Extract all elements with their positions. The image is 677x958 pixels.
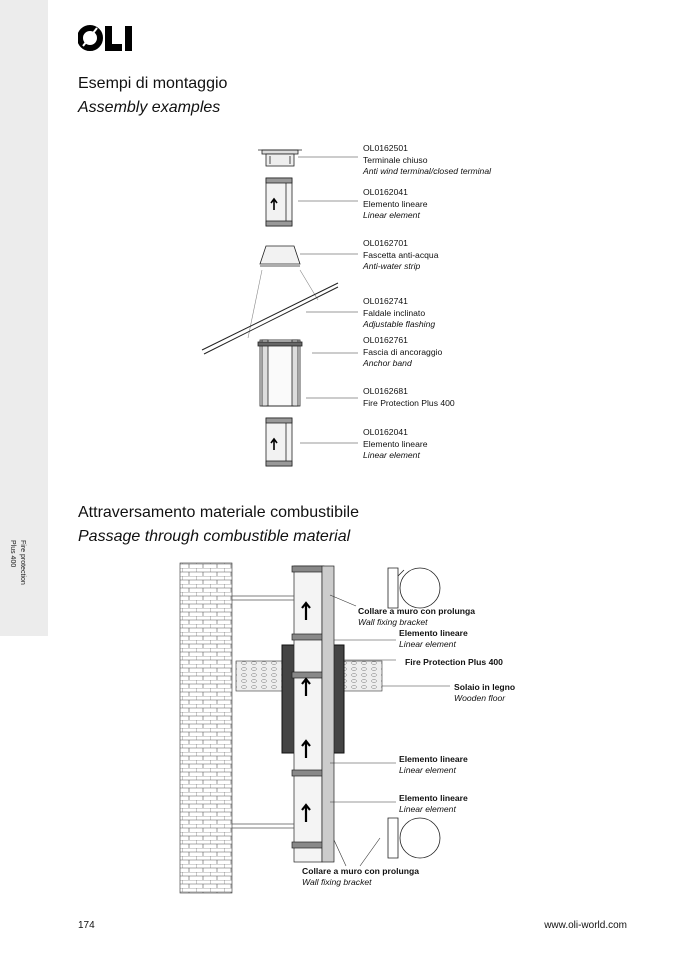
label-wall-bracket-top: Collare a muro con prolunga Wall fixing bracket bbox=[358, 606, 475, 627]
label-terminal-cap: OL0162501 Terminale chiuso Anti wind terminal/closed terminal bbox=[363, 143, 492, 176]
label-linear-element-3: Elemento lineare Linear element bbox=[399, 628, 468, 649]
label-linear-element-1: OL0162041 Elemento lineare Linear element bbox=[363, 187, 428, 220]
section1-title-it: Esempi di montaggio bbox=[78, 75, 228, 92]
label-fire-protection: OL0162681 Fire Protection Plus 400 bbox=[363, 386, 455, 408]
label-anchor-band: OL0162761 Fascia di ancoraggio Anchor band bbox=[363, 335, 443, 368]
section1-title-en: Assembly examples bbox=[78, 99, 221, 116]
side-tab-line2: Plus 400 bbox=[9, 540, 16, 568]
label-linear-element-4: Elemento lineare Linear element bbox=[399, 754, 468, 775]
label-anti-water-strip: OL0162701 Fascetta anti-acqua Anti-water strip bbox=[363, 238, 439, 271]
page-number: 174 bbox=[78, 920, 95, 931]
label-wooden-floor: Solaio in legno Wooden floor bbox=[454, 682, 516, 703]
website-link[interactable]: www.oli-world.com bbox=[544, 920, 627, 931]
label-linear-element-5: Elemento lineare Linear element bbox=[399, 793, 468, 814]
label-flashing: OL0162741 Faldale inclinato Adjustable flashing bbox=[363, 296, 436, 329]
brick-wall bbox=[180, 563, 232, 893]
section2-title-it: Attraversamento materiale combustibile bbox=[78, 504, 360, 521]
label-linear-element-2: OL0162041 Elemento lineare Linear element bbox=[363, 427, 428, 460]
side-tab-line1: Fire protection bbox=[19, 540, 26, 585]
chimney-pipe bbox=[292, 566, 334, 862]
bracket-detail-top bbox=[388, 568, 440, 608]
label-fire-protection-2: Fire Protection Plus 400 bbox=[405, 657, 503, 667]
section2-title-en: Passage through combustible material bbox=[78, 528, 351, 545]
bracket-detail-bottom bbox=[388, 818, 440, 858]
label-wall-bracket-bottom: Collare a muro con prolunga Wall fixing bracket bbox=[302, 866, 419, 887]
